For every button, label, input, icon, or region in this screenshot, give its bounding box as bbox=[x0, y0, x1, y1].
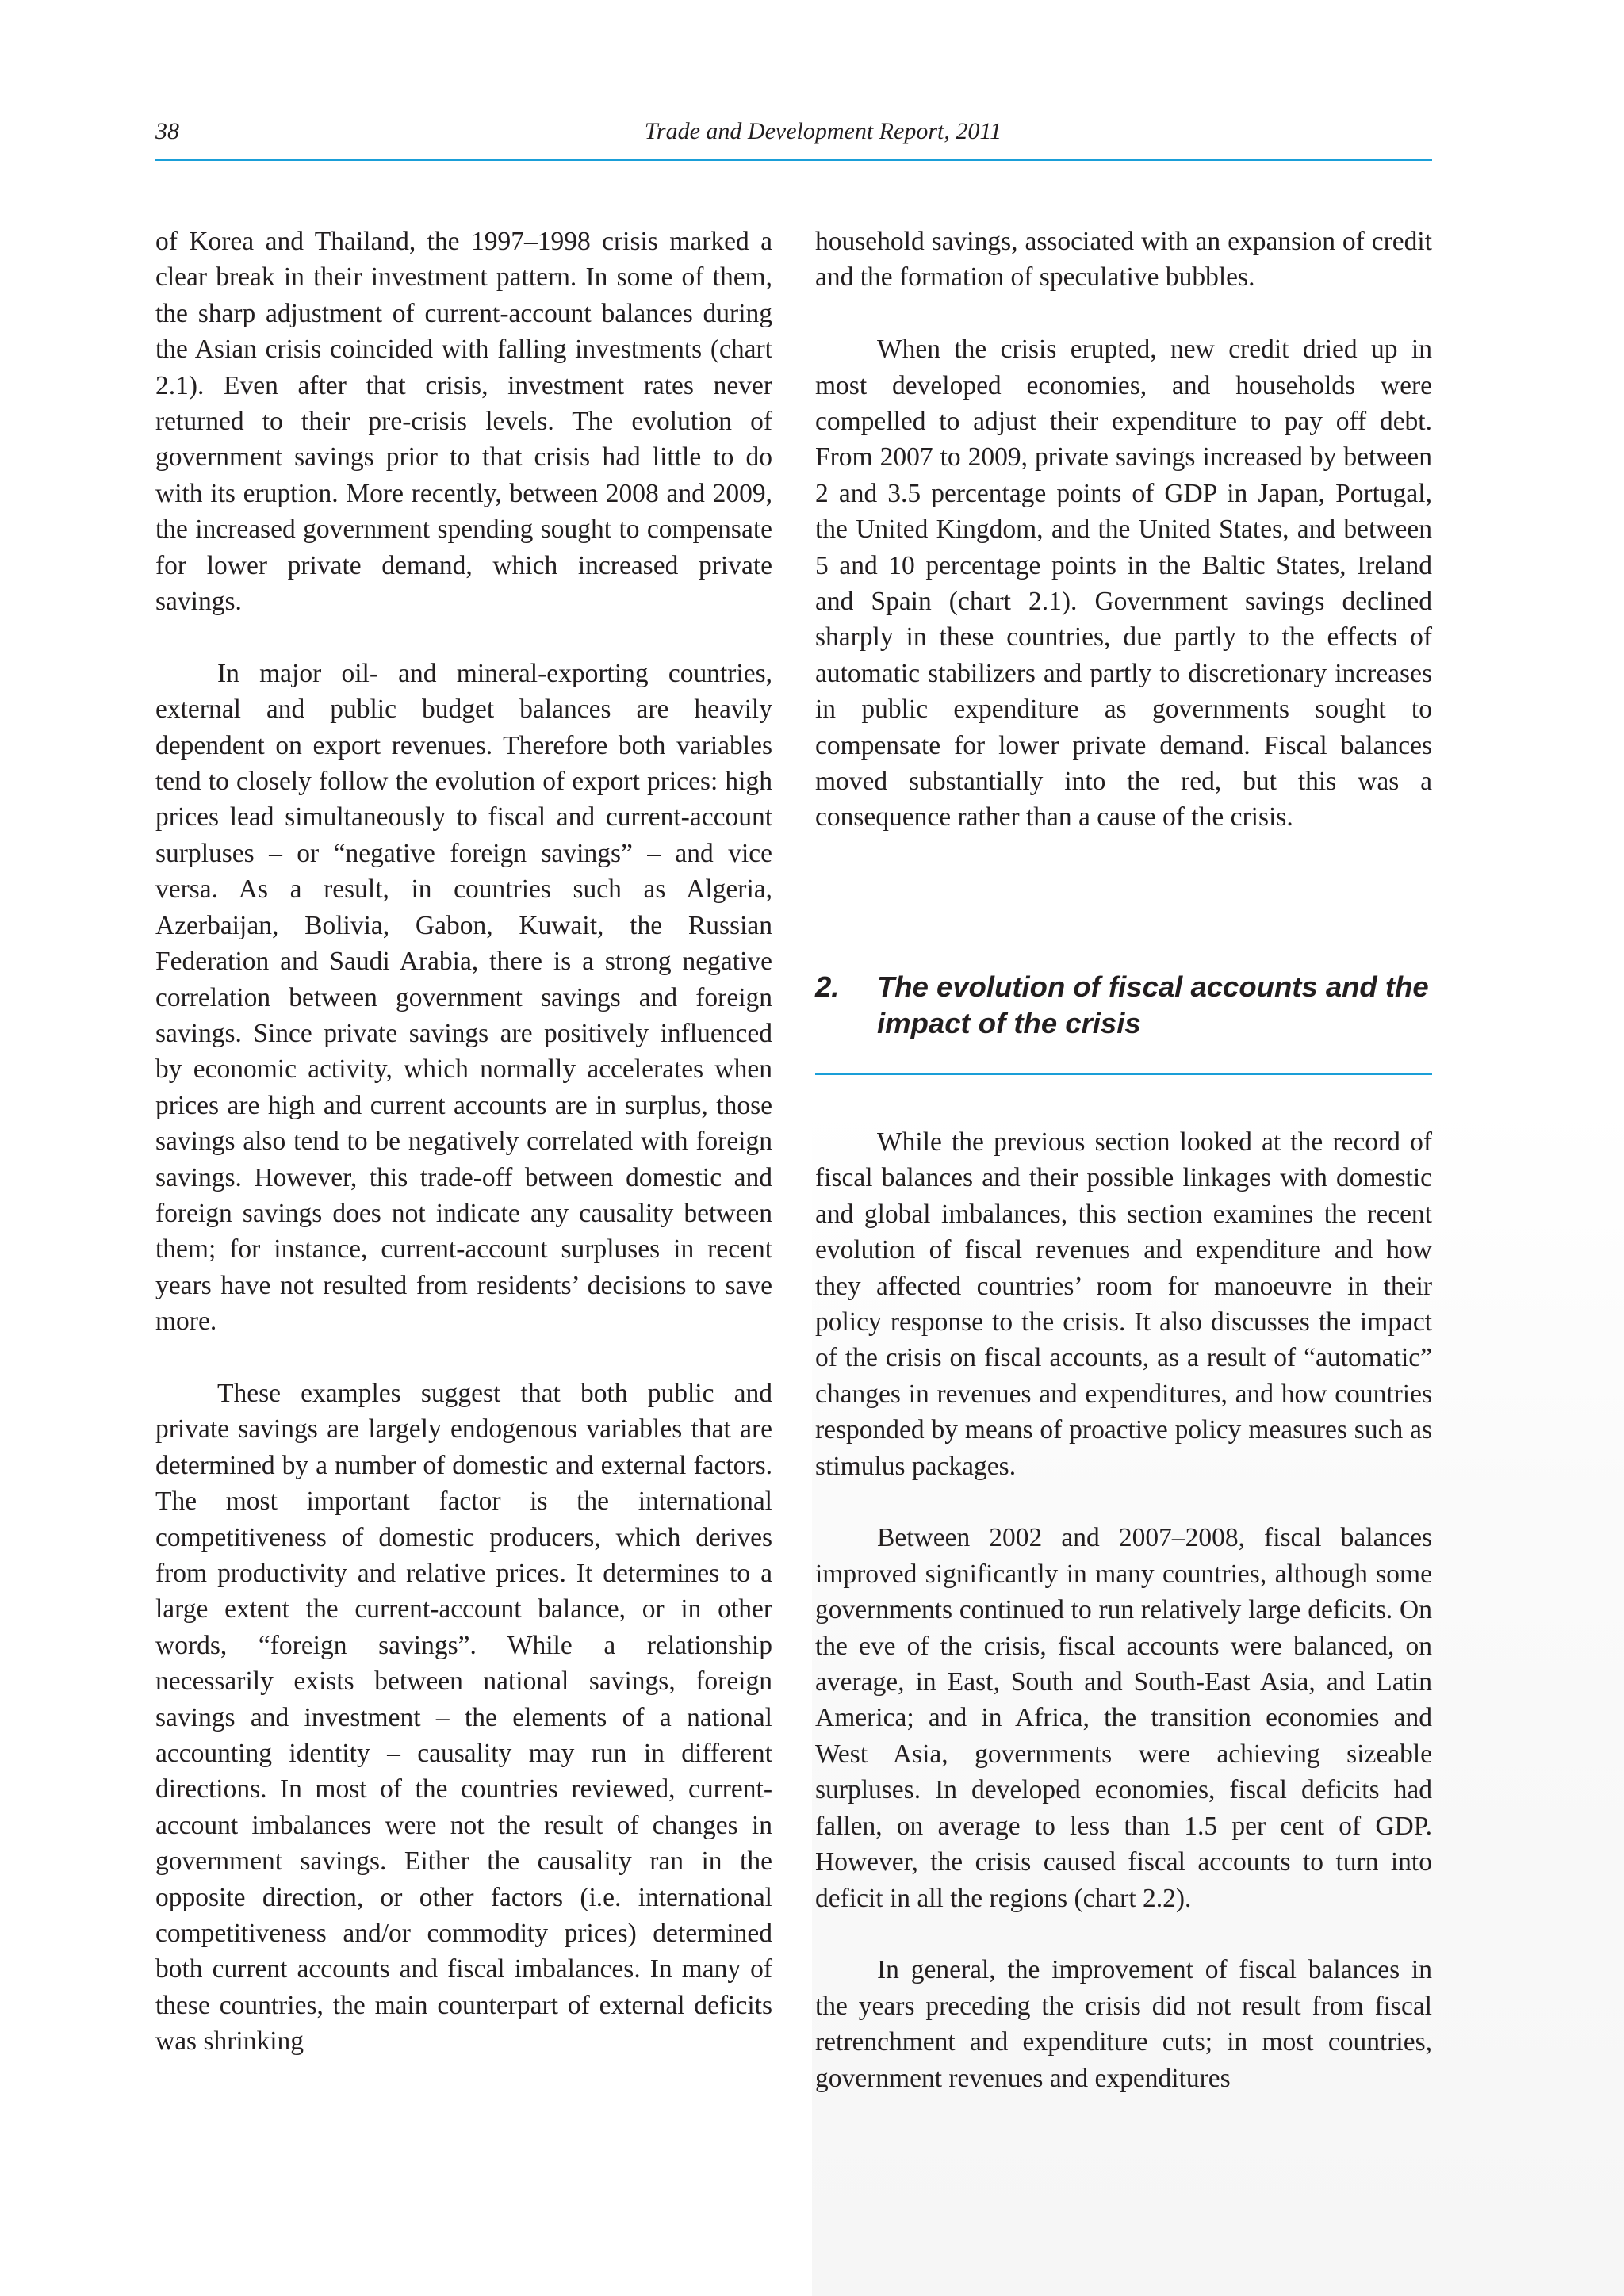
header-rule bbox=[155, 159, 1432, 161]
paragraph: While the previous section looked at the record of fiscal balances and their possible linkages with domestic and global imbalances, this section examines the recent evolution of fiscal revenues and expenditure and how they affected countries’ room for manoeuvre in their policy response to the crisis. It also discusses the impact of the crisis on fiscal accounts, as a result of “automatic” changes in revenues and expenditures, and how countries responded by means of proactive policy measures such as stimulus packages. bbox=[815, 1127, 1432, 1481]
section-title: The evolution of fiscal accounts and the impact of the crisis bbox=[877, 970, 1429, 1039]
page-number: 38 bbox=[155, 118, 179, 144]
section-number: 2. bbox=[815, 970, 840, 1003]
section-rule bbox=[815, 1073, 1432, 1075]
paragraph: When the crisis erupted, new credit dried up in most developed economies, and households were compelled to adjust their expenditure to pay off debt. From 2007 to 2009, private savings increased by between 2 and 3.5 percentage points of GDP in Japan, Portugal, the United Kingdom, and the United States, and between 5 and 10 percentage points in the Baltic States, Ireland and Spain (chart 2.1). Government savings declined sharply in these countries, due partly to the effects of automatic stabilizers and partly to discretionary increases in public expenditure as governments sought to compensate for lower private demand. Fiscal balances moved substantially into the red, but this was a consequence rather than a cause of the crisis. bbox=[815, 335, 1432, 832]
section-heading bbox=[815, 969, 1432, 1042]
running-title: Trade and Development Report, 2011 bbox=[644, 118, 1002, 144]
right-column-top bbox=[815, 224, 1432, 871]
left-column bbox=[155, 224, 772, 2095]
paragraph: of Korea and Thailand, the 1997–1998 crisis marked a clear break in their investment pattern. In some of them, the sharp adjustment of current-account balances during the Asian crisis coincided with falling investments (chart 2.1). Even after that crisis, investment rates never returned to their pre-crisis levels. The evolution of government savings prior to that crisis had little to do with its eruption. More recently, between 2008 and 2009, the increased government spending sought to compensate for lower private demand, which increased private savings. bbox=[155, 227, 772, 617]
right-column-bottom bbox=[815, 1124, 1432, 2132]
paragraph: These examples suggest that both public and private savings are largely endogenous variables that are determined by a number of domestic and external factors. The most important factor is the international competitiveness of domestic producers, which derives from productivity and relative prices. It determines to a large extent the current-account balance, or in other words, “foreign savings”. While a relationship necessarily exists between national savings, foreign savings and investment – the elements of a national accounting identity – causality may run in different directions. In most of the countries reviewed, current-account imbalances were not the result of changes in government savings. Either the causality ran in the opposite direction, or other factors (i.e. international competitiveness and/or commodity prices) determined both current accounts and fiscal imbalances. In many of these countries, the main counterpart of external deficits was shrinking bbox=[155, 1378, 772, 2057]
running-header bbox=[155, 116, 1432, 157]
paragraph: In general, the improvement of fiscal balances in the years preceding the crisis did not result from fiscal retrenchment and expenditure cuts; in most countries, government revenues and expenditures bbox=[815, 1955, 1432, 2093]
paragraph: household savings, associated with an expansion of credit and the formation of speculative bubbles. bbox=[815, 227, 1432, 293]
paragraph: In major oil- and mineral-exporting countries, external and public budget balances are heavily dependent on export revenues. Therefore both variables tend to closely follow the evolution of export prices: high prices lead simultaneously to fiscal and current-account surpluses – or “negative foreign savings” – and vice versa. As a result, in countries such as Algeria, Azerbaijan, Bolivia, Gabon, Kuwait, the Russian Federation and Saudi Arabia, there is a strong negative correlation between government savings and foreign savings. Since private savings are positively influenced by economic activity, which normally accelerates when prices are high and current accounts are in surplus, those savings also tend to be negatively correlated with foreign savings. However, this trade-off between domestic and foreign savings does not indicate any causality between them; for instance, current-account surpluses in recent years have not resulted from residents’ decisions to save more. bbox=[155, 658, 772, 1337]
paragraph: Between 2002 and 2007–2008, fiscal balances improved significantly in many countries, although some governments continued to run relatively large deficits. On the eve of the crisis, fiscal accounts were balanced, on average, in East, South and South-East Asia, and Latin America; and in Africa, the transition economies and West Asia, governments were achieving sizeable surpluses. In developed economies, fiscal deficits had fallen, on average to less than 1.5 per cent of GDP. However, the crisis caused fiscal accounts to turn into deficit in all the regions (chart 2.2). bbox=[815, 1523, 1432, 1913]
